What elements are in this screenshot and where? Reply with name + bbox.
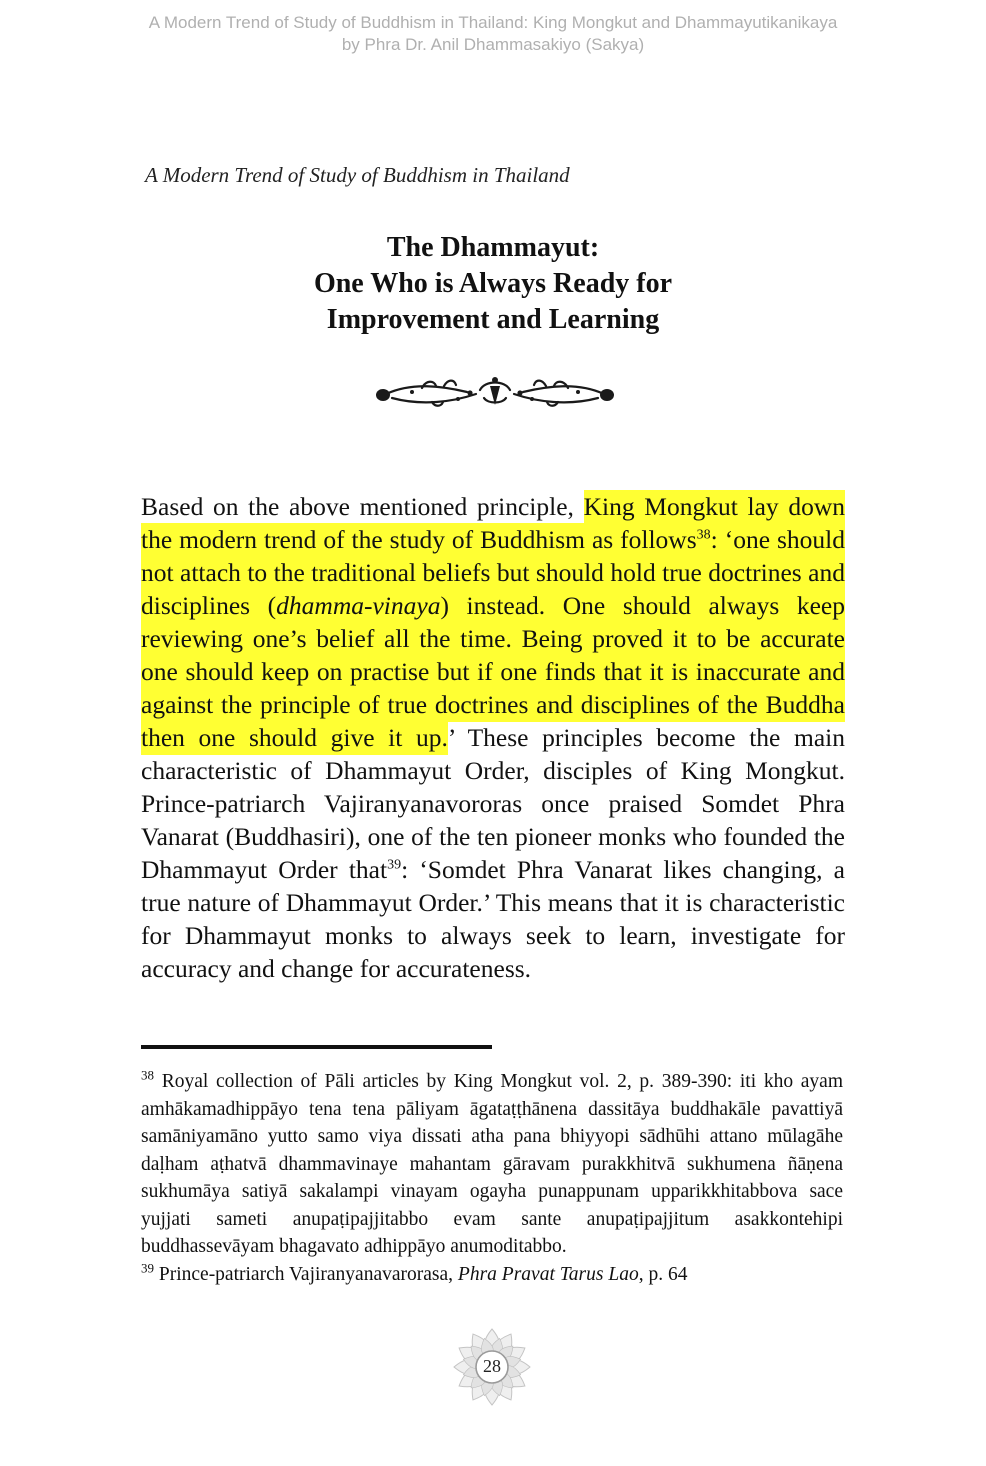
body-paragraph — [141, 490, 845, 985]
highlight-text-b: : ‘one should not attach to the traditional beliefs but should hold true doctrines and disciplines ( — [141, 525, 845, 620]
footnote-39-text-a: Prince-patriarch Vajiranyanavarorasa, — [154, 1263, 458, 1285]
highlight-italic-term: dhamma-vinaya — [276, 591, 441, 620]
chapter-title-line-1: The Dhammayut: — [386, 232, 600, 263]
chapter-title-line-2: One Who is Always Ready for — [313, 268, 673, 299]
chapter-title-line-3: Improvement and Learning — [326, 304, 660, 335]
highlighted-passage — [141, 490, 845, 755]
pdf-header-title: A Modern Trend of Study of Buddhism in Thailand: King Mongkut and Dhammayutikanikaya — [148, 13, 838, 32]
pdf-header-author: by Phra Dr. Anil Dhammasakiyo (Sakya) — [341, 35, 645, 54]
footnote-39 — [141, 1261, 843, 1289]
footnote-38 — [141, 1068, 843, 1261]
pdf-header — [0, 12, 986, 56]
footnote-39-number: 39 — [141, 1260, 154, 1275]
footnote-ref-38[interactable]: 38 — [696, 527, 711, 543]
footnote-divider — [141, 1045, 492, 1049]
body-lead: Based on the above mentioned principle, — [141, 492, 584, 521]
footnote-ref-39[interactable]: 39 — [387, 857, 402, 873]
highlight-text-a: King Mongkut lay down the modern trend of the study of Buddhism as follows — [141, 492, 845, 554]
footnote-39-text-b: , p. 64 — [638, 1263, 688, 1285]
chapter-title — [0, 230, 986, 338]
running-head: A Modern Trend of Study of Buddhism in Thailand — [145, 163, 570, 187]
page-number: 28 — [483, 1356, 501, 1376]
footnote-38-number: 38 — [141, 1067, 154, 1083]
footnote-39-title: Phra Pravat Tarus Lao — [457, 1263, 639, 1285]
scroll-ornament-icon — [372, 372, 618, 412]
body-after-a: ’ These principles become the main characteristic of Dhammayut Order, disciples of King Mongkut. Prince-patriarch Vajiranyanavororas once praised Somdet Phra Vanarat (Buddhasiri), one of the ten pioneer monks who founded the Dhammayut Order that — [141, 723, 845, 884]
footnote-38-text: Royal collection of Pāli articles by King Mongkut vol. 2, p. 389-390: iti kho ayam amhākamadhippāyo tena tena pāliyam āgataṭṭhānena dassitāya buddhakāle pavattiyā samāniyamāno yutto samo viya dissati atha pana bhiyyopi sādhūhi attano mūlagāhe daḷham aṭhatvā dhammavinaye mahantam gāravam purakkhitvā sukhumena ñāṇena sukhumāya satiyā sakalampi vinayam ogayha punappunam upparikkhitabbova sace yujjati sameti anupaṭipajjitabbo evam sante anupaṭipajjitum asakkontehipi buddhassevāyam bhagavato adhippāyo anumoditabbo. — [141, 1071, 843, 1257]
footnotes — [141, 1068, 843, 1288]
body-after-b: : ‘Somdet Phra Vanarat likes changing, a true nature of Dhammayut Order.’ This means that it is characteristic for Dhammayut monks to always seek to learn, investigate for accuracy and change for accurateness. — [141, 855, 845, 983]
highlight-text-c: ) instead. One should always keep reviewing one’s belief all the time. Being proved it to be accurate one should keep on practise but if one finds that it is inaccurate and against the principle of true doctrines and disciplines of the Buddha then one should give it up. — [141, 591, 845, 752]
